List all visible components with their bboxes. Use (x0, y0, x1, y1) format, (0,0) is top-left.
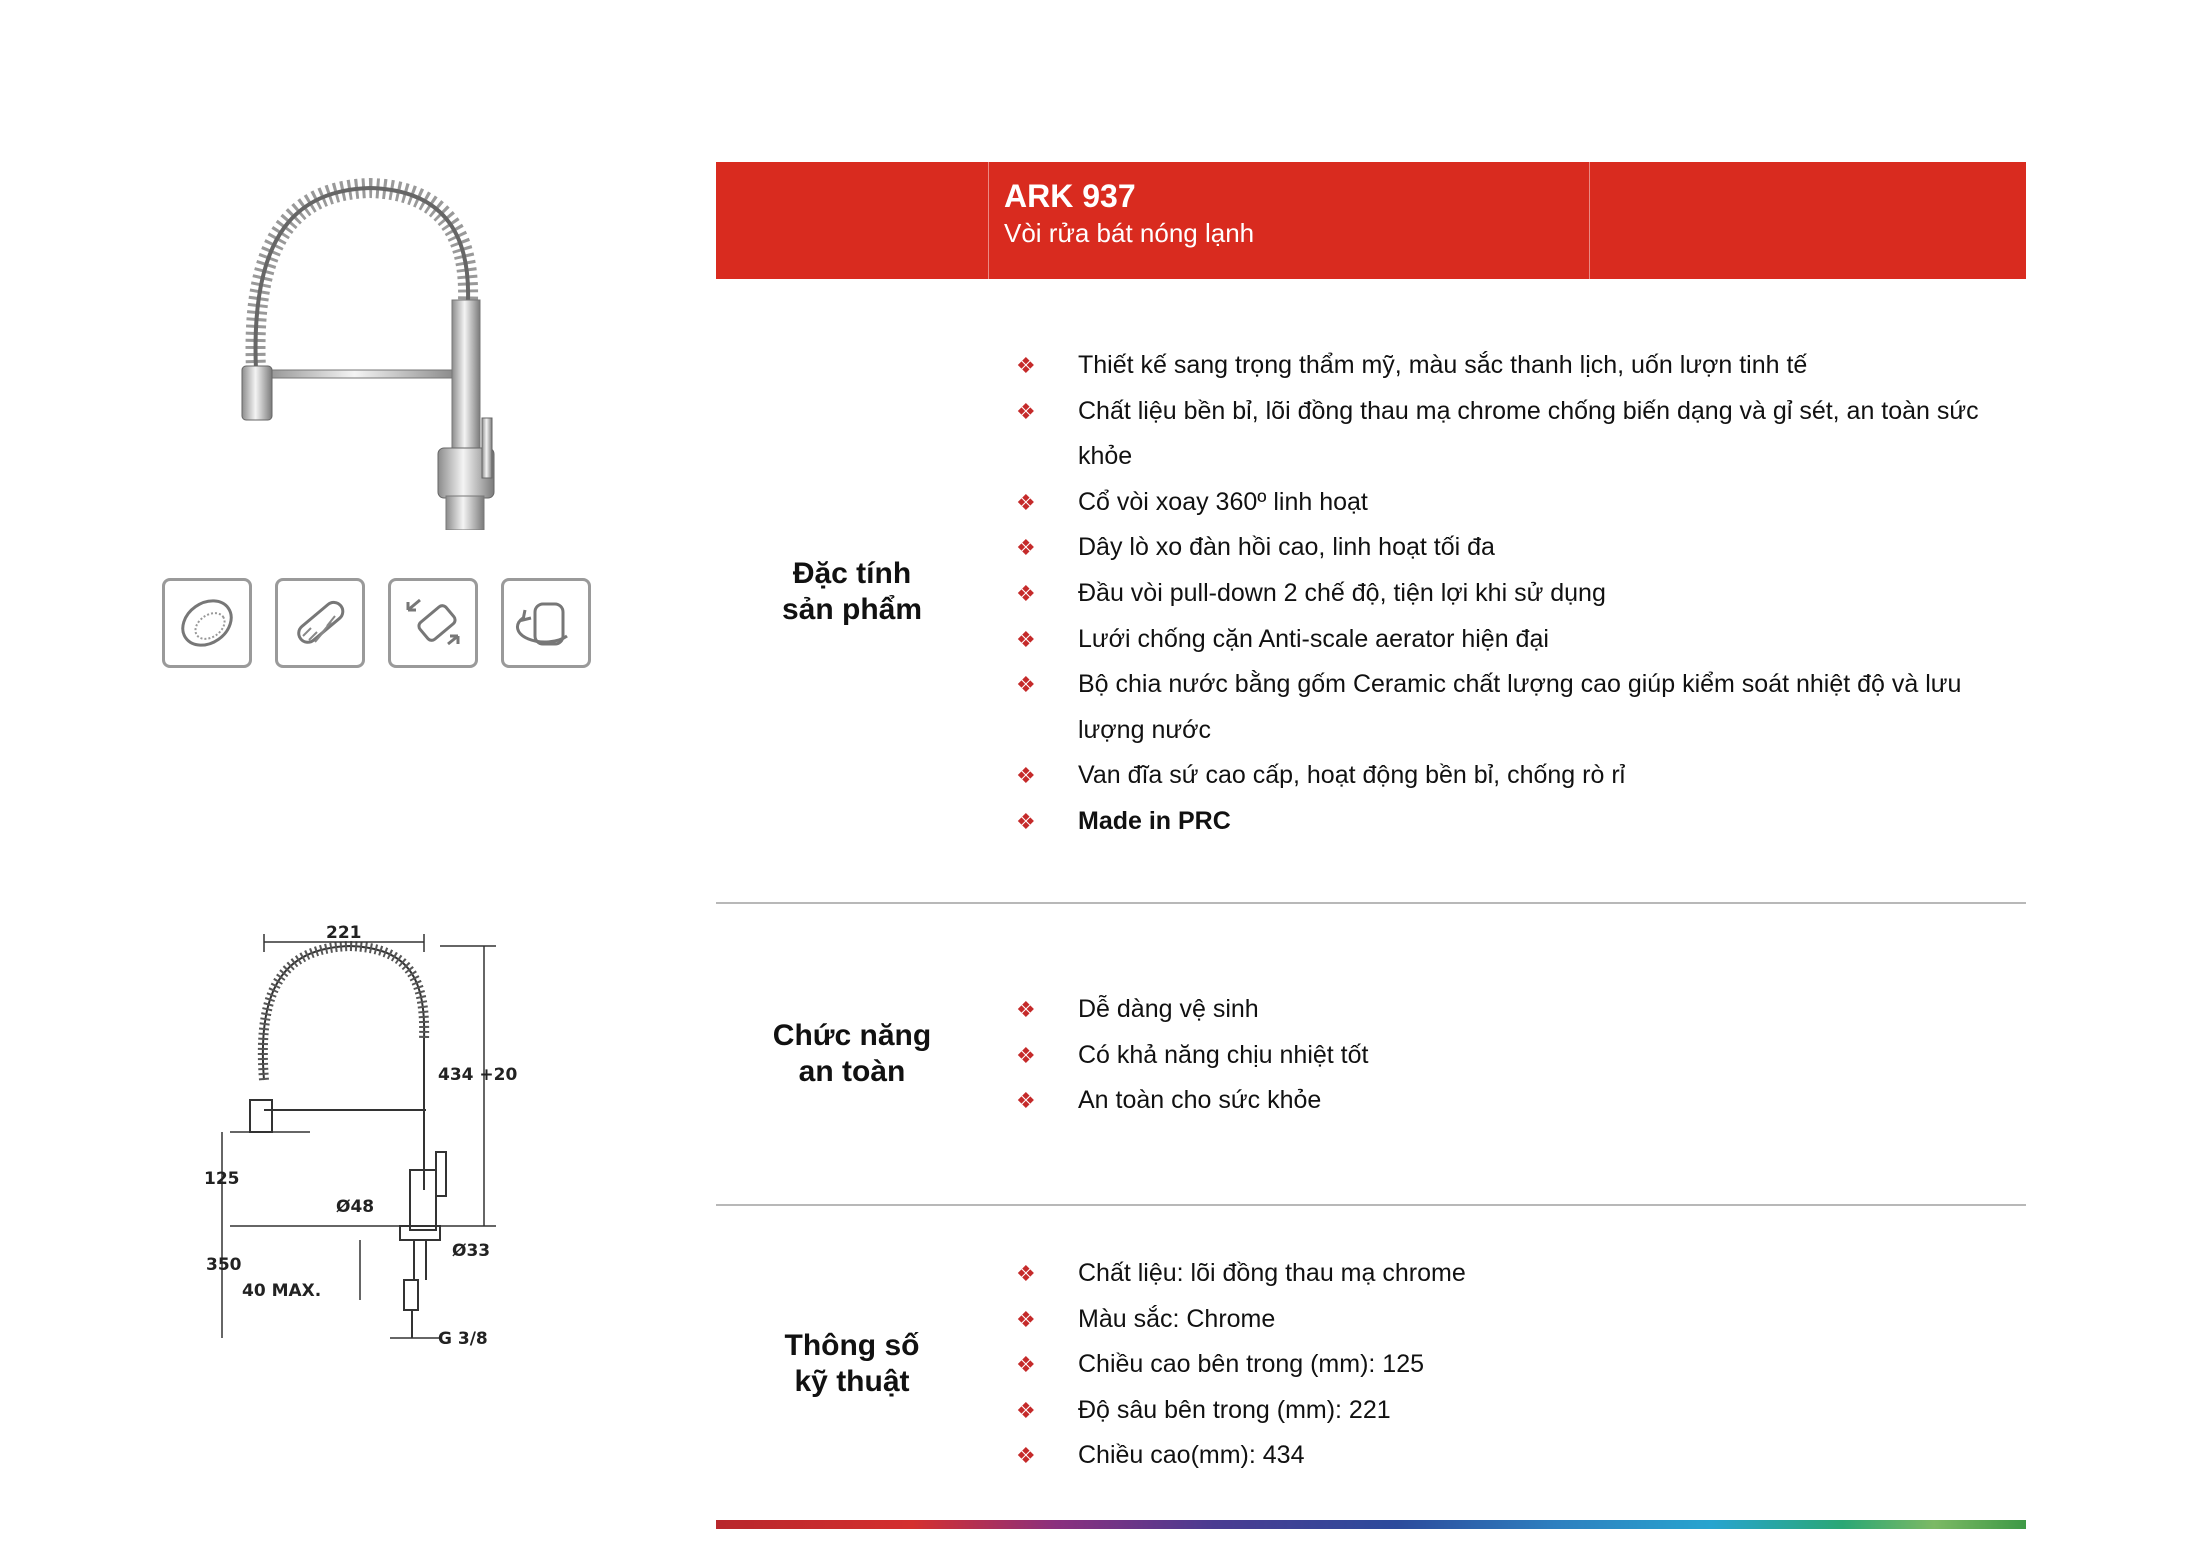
product-photo (220, 170, 540, 530)
header-divider (1589, 162, 1590, 279)
section-label-specs (716, 1328, 988, 1400)
dim-shank-length: 350 (206, 1255, 242, 1275)
list-item-text: Made in PRC (1078, 806, 1231, 835)
features-list (1016, 343, 2006, 845)
dim-inner-height: 125 (204, 1169, 240, 1189)
safety-list (1016, 987, 2006, 1124)
section-label-safety (716, 1018, 988, 1090)
list-item (1016, 753, 2006, 799)
list-item (1016, 525, 2006, 571)
list-item (1016, 571, 2006, 617)
list-item (1016, 1033, 2006, 1079)
technical-drawing (200, 920, 560, 1350)
bullet-icon: ❖ (1016, 1443, 1036, 1469)
list-item-text: Chất liệu: lõi đồng thau mạ chrome (1078, 1259, 1466, 1287)
list-item-text: An toàn cho sức khỏe (1078, 1086, 1322, 1115)
bullet-icon: ❖ (1016, 1088, 1036, 1114)
section-divider (716, 1204, 2026, 1206)
feature-icon-row (162, 578, 591, 668)
bullet-icon: ❖ (1016, 580, 1036, 606)
bullet-icon: ❖ (1016, 672, 1036, 698)
label-line: Đặc tính (792, 557, 912, 590)
list-item (1016, 1433, 2006, 1479)
list-item (1016, 1251, 2006, 1297)
dim-thread: G 3/8 (438, 1329, 488, 1349)
list-item (1016, 343, 2006, 389)
model-number: ARK 937 (1004, 178, 1136, 214)
pull-down-spray-icon (388, 578, 478, 668)
list-item-text: Chiều cao(mm): 434 (1078, 1441, 1305, 1470)
list-item-text: Có khả năng chịu nhiệt tốt (1078, 1040, 1369, 1069)
label-line: an toàn (798, 1055, 906, 1088)
list-item-text: Cổ vòi xoay 360º linh hoạt (1078, 487, 1368, 516)
spring-hose-icon (275, 578, 365, 668)
list-item-text: Đầu vòi pull-down 2 chế độ, tiện lợi khi sử dụng (1078, 578, 1606, 607)
bullet-icon: ❖ (1016, 626, 1036, 652)
list-item-text: Thiết kế sang trọng thẩm mỹ, màu sắc thanh lịch, uốn lượn tinh tế (1078, 351, 1808, 379)
dim-width: 221 (326, 923, 362, 943)
label-line: Chức năng (772, 1019, 932, 1052)
list-item-text: Chiều cao bên trong (mm): 125 (1078, 1350, 1425, 1379)
list-item (1016, 480, 2006, 526)
bullet-icon: ❖ (1016, 997, 1036, 1022)
specs-list (1016, 1251, 2006, 1479)
header-divider (988, 162, 989, 279)
list-item-text: Màu sắc: Chrome (1078, 1304, 1276, 1333)
list-item (1016, 1342, 2006, 1388)
aerator-icon (162, 578, 252, 668)
bullet-icon: ❖ (1016, 398, 1036, 424)
label-line: sản phẩm (781, 593, 923, 626)
bullet-icon: ❖ (1016, 353, 1036, 378)
bullet-icon: ❖ (1016, 808, 1036, 834)
list-item (1016, 1388, 2006, 1434)
list-item (1016, 799, 2006, 845)
dim-base-diameter: Ø48 (336, 1197, 375, 1217)
bullet-icon: ❖ (1016, 1397, 1036, 1423)
bullet-icon: ❖ (1016, 1352, 1036, 1378)
product-subtitle: Vòi rửa bát nóng lạnh (1004, 218, 1255, 248)
section-label-features (716, 556, 988, 628)
label-line: kỹ thuật (794, 1365, 910, 1398)
section-divider (716, 902, 2026, 904)
list-item-text: Dây lò xo đàn hồi cao, linh hoạt tối đa (1078, 533, 1495, 562)
list-item-text: Bộ chia nước bằng gốm Ceramic chất lượng cao giúp kiểm soát nhiệt độ và lưu lượng nước (1078, 670, 1962, 744)
product-header (716, 162, 2026, 279)
list-item (1016, 1078, 2006, 1124)
list-item (1016, 662, 2006, 753)
bullet-icon: ❖ (1016, 1261, 1036, 1286)
list-item (1016, 389, 2006, 480)
list-item-text: Độ sâu bên trong (mm): 221 (1078, 1395, 1391, 1424)
list-item (1016, 1297, 2006, 1343)
swivel-360-icon (501, 578, 591, 668)
dim-shank-diameter: Ø33 (452, 1241, 491, 1261)
list-item-text: Chất liệu bền bỉ, lõi đồng thau mạ chrome chống biến dạng và gỉ sét, an toàn sức khỏe (1078, 396, 1979, 471)
footer-color-bar (716, 1520, 2026, 1529)
list-item-text: Lưới chống cặn Anti-scale aerator hiện đại (1078, 624, 1549, 653)
bullet-icon: ❖ (1016, 535, 1036, 561)
dim-max-thickness: 40 MAX. (242, 1281, 322, 1301)
bullet-icon: ❖ (1016, 489, 1036, 515)
list-item-text: Van đĩa sứ cao cấp, hoạt động bền bỉ, chống rò rỉ (1078, 761, 1626, 790)
bullet-icon: ❖ (1016, 1306, 1036, 1332)
list-item (1016, 987, 2006, 1033)
bullet-icon: ❖ (1016, 1042, 1036, 1068)
label-line: Thông số (784, 1329, 920, 1362)
list-item-text: Dễ dàng vệ sinh (1078, 995, 1259, 1023)
list-item (1016, 617, 2006, 663)
dim-height: 434 +20 (438, 1065, 518, 1085)
bullet-icon: ❖ (1016, 763, 1036, 789)
